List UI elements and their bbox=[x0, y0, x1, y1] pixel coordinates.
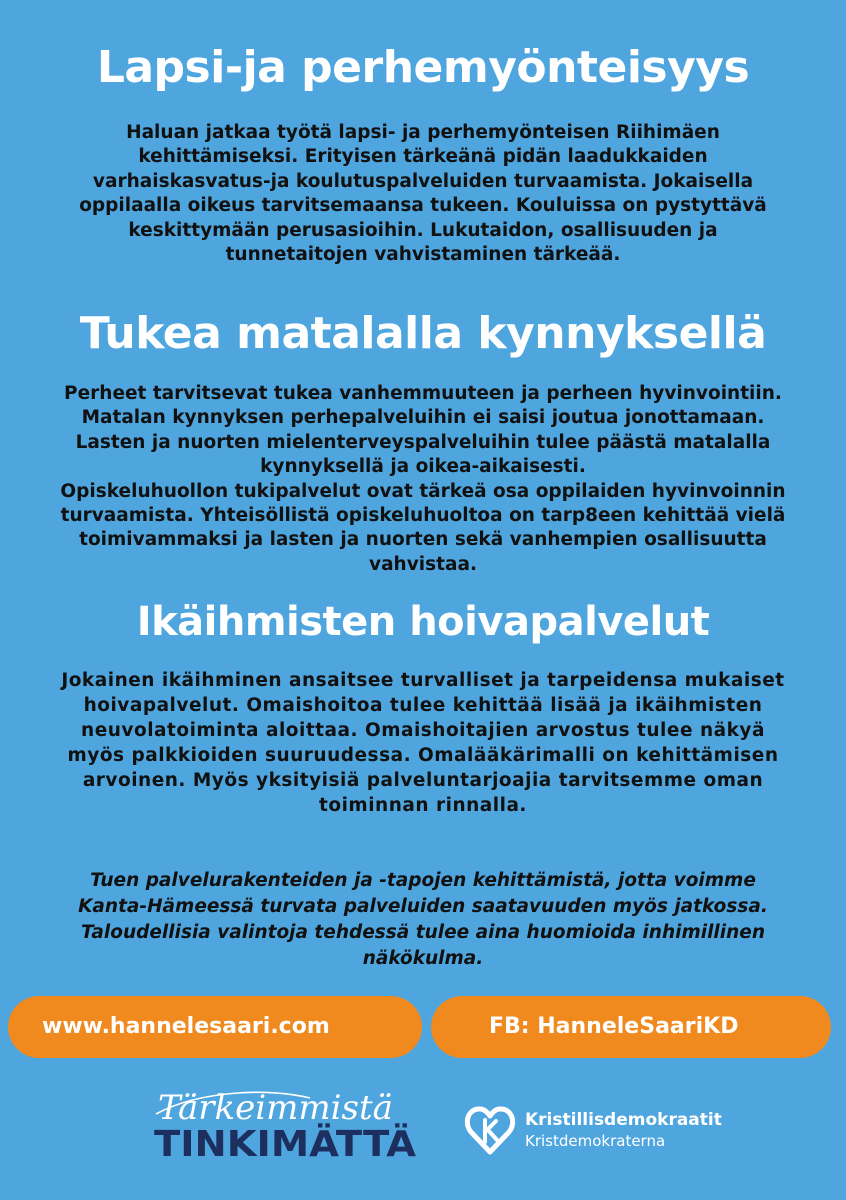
text-line: Taloudellisia valintoja tehdessä tulee aina huomioida inhimillinen bbox=[81, 922, 765, 943]
text-line: kehittämiseksi. Erityisen tärkeänä pidän laadukkaiden bbox=[138, 146, 708, 168]
heart-icon bbox=[463, 1104, 517, 1158]
text-line: hoivapalvelut. Omaishoitoa tulee kehittää lisää ja ikäihmisten bbox=[83, 695, 763, 716]
text-line: vahvistaa. bbox=[369, 553, 477, 575]
text-line: näkökulma. bbox=[362, 948, 484, 969]
text-line: Lasten ja nuorten mielenterveyspalveluihin tulee päästä matalalla bbox=[75, 431, 771, 453]
website-link[interactable] bbox=[8, 996, 422, 1058]
closing-statement bbox=[20, 868, 826, 972]
section-text-support bbox=[10, 382, 836, 577]
text-line: Haluan jatkaa työtä lapsi- ja perhemyönteisen Riihimäen bbox=[126, 122, 720, 143]
slogan-logo bbox=[150, 1088, 430, 1160]
party-subname: Kristdemokraterna bbox=[525, 1132, 666, 1150]
text-line: myös palkkioiden suuruudessa. Omalääkärimalli on kehittämisen bbox=[67, 745, 779, 766]
text-line: Opiskeluhuollon tukipalvelut ovat tärkeä osa oppilaiden hyvinvoinnin bbox=[60, 480, 786, 502]
section-title-support: Tukea matalalla kynnyksellä bbox=[79, 308, 767, 359]
text-line: neuvolatoiminta aloittaa. Omaishoitajien arvostus tulee näkyä bbox=[81, 720, 765, 741]
text-line: toimivammaksi ja lasten ja nuorten sekä vanhempien osallisuutta bbox=[79, 529, 767, 551]
text-line: kynnyksellä ja oikea-aikaisesti. bbox=[260, 456, 586, 478]
text-line: Kanta-Hämeessä turvata palveluiden saatavuuden myös jatkossa. bbox=[78, 896, 768, 917]
section-text-elderly bbox=[20, 668, 826, 818]
text-line: arvoinen. Myös yksityisiä palveluntarjoajia tarvitsemme oman bbox=[82, 770, 764, 791]
party-logo bbox=[463, 1104, 743, 1158]
facebook-label: FB: HanneleSaariKD bbox=[489, 1014, 739, 1039]
slogan-bold: TINKIMÄTTÄ bbox=[154, 1124, 400, 1160]
text-line: turvaamista. Yhteisöllistä opiskeluhuoltoa on tarp8een kehittää vielä bbox=[60, 505, 786, 527]
facebook-link[interactable] bbox=[431, 996, 831, 1058]
slogan-script: Tärkeimmistä bbox=[158, 1088, 393, 1128]
section-text-family bbox=[20, 121, 826, 267]
text-line: varhaiskasvatus-ja koulutuspalveluiden turvaamista. Jokaisella bbox=[92, 170, 754, 192]
website-label: www.hannelesaari.com bbox=[42, 1014, 330, 1039]
text-line: toiminnan rinnalla. bbox=[319, 795, 527, 816]
text-line: tunnetaitojen vahvistaminen tärkeää. bbox=[225, 244, 621, 266]
section-title-family: Lapsi-ja perhemyönteisyys bbox=[96, 42, 750, 93]
text-line: oppilaalla oikeus tarvitsemaansa tukeen. Kouluissa on pystyttävä bbox=[79, 195, 767, 217]
text-line: Jokainen ikäihminen ansaitsee turvalliset ja tarpeidensa mukaiset bbox=[61, 670, 785, 691]
section-title-elderly: Ikäihmisten hoivapalvelut bbox=[136, 599, 710, 645]
text-line: Perheet tarvitsevat tukea vanhemmuuteen ja perheen hyvinvointiin. bbox=[64, 383, 782, 404]
party-name: Kristillisdemokraatit bbox=[525, 1110, 722, 1130]
text-line: Matalan kynnyksen perhepalveluihin ei saisi joutua jonottamaan. bbox=[81, 407, 765, 429]
text-line: keskittymään perusasioihin. Lukutaidon, osallisuuden ja bbox=[128, 219, 718, 241]
text-line: Tuen palvelurakenteiden ja -tapojen kehittämistä, jotta voimme bbox=[90, 870, 756, 891]
